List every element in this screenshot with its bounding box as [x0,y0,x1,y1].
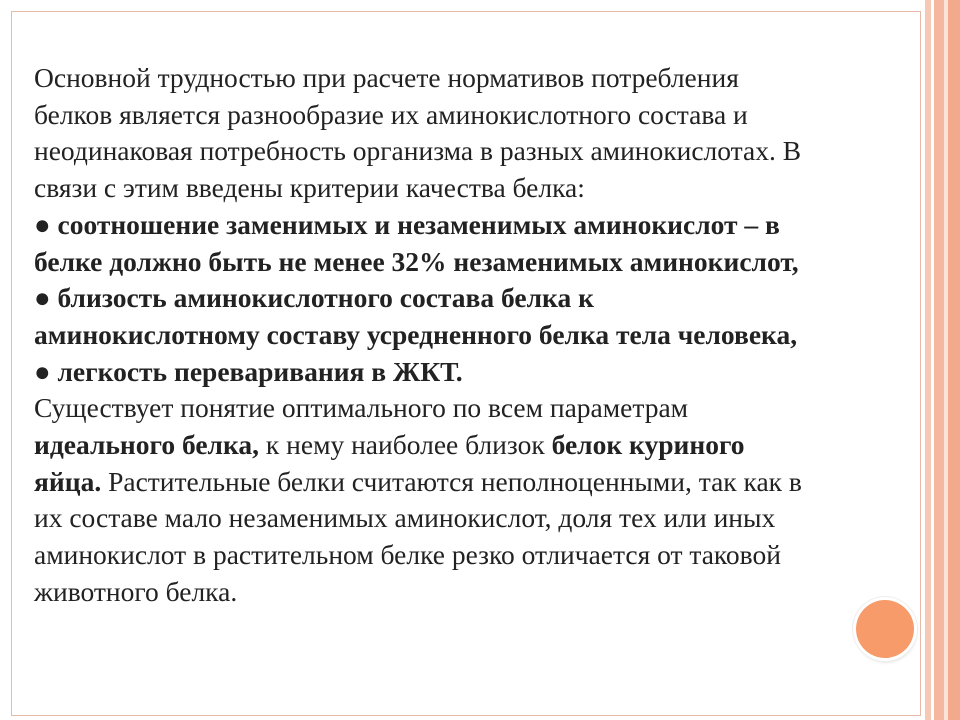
text-line [34,427,914,464]
text-segment: неодинаковая потребность организма в разных аминокислотах. В [34,135,802,167]
text-segment: к нему наиболее близок [259,429,552,461]
text-segment: аминокислот в растительном белке резко отличается от таковой [34,539,781,571]
text-segment: Основной трудностью при расчете нормативов потребления [34,62,739,93]
bold-text-segment: белок куриного [551,429,745,461]
bold-text-segment: белке должно быть не менее 32% незаменимых аминокислот, [34,245,799,277]
bold-text-segment: яйца. [34,465,102,497]
text-line [34,390,914,427]
text-line [34,97,914,134]
text-line [34,574,914,611]
bold-text-segment: ● легкость переваривания в ЖКТ. [34,355,463,387]
text-line [34,280,914,317]
slide-body-text [34,60,914,611]
text-segment: связи с этим введены критерии качества белка: [34,172,585,204]
side-stripe-decoration [948,0,960,720]
text-line [34,207,914,244]
bold-text-segment: аминокислотному составу усредненного белка тела человека, [34,318,798,350]
bold-text-segment: ● близость аминокислотного состава белка к [34,282,594,314]
text-line [34,500,914,537]
text-line [34,354,914,391]
text-line [34,170,914,207]
text-segment: Растительные белки считаются неполноценными, так как в [101,465,802,497]
text-line [34,244,914,281]
bold-text-segment: ● соотношение заменимых и незаменимых аминокислот – в [34,208,780,240]
text-segment: Существует понятие оптимального по всем параметрам [34,392,689,424]
text-segment: их составе мало незаменимых аминокислот, доля тех или иных [34,502,776,534]
text-segment: животного белка. [34,575,238,607]
text-line [34,464,914,501]
text-line [34,317,914,354]
text-line [34,537,914,574]
text-line [34,133,914,170]
text-segment: белков является разнообразие их аминокислотного состава и [34,98,748,130]
accent-circle-decoration [856,600,914,658]
text-line [34,60,914,97]
bold-text-segment: идеального белка, [34,429,260,461]
side-stripe-decoration [934,0,944,720]
